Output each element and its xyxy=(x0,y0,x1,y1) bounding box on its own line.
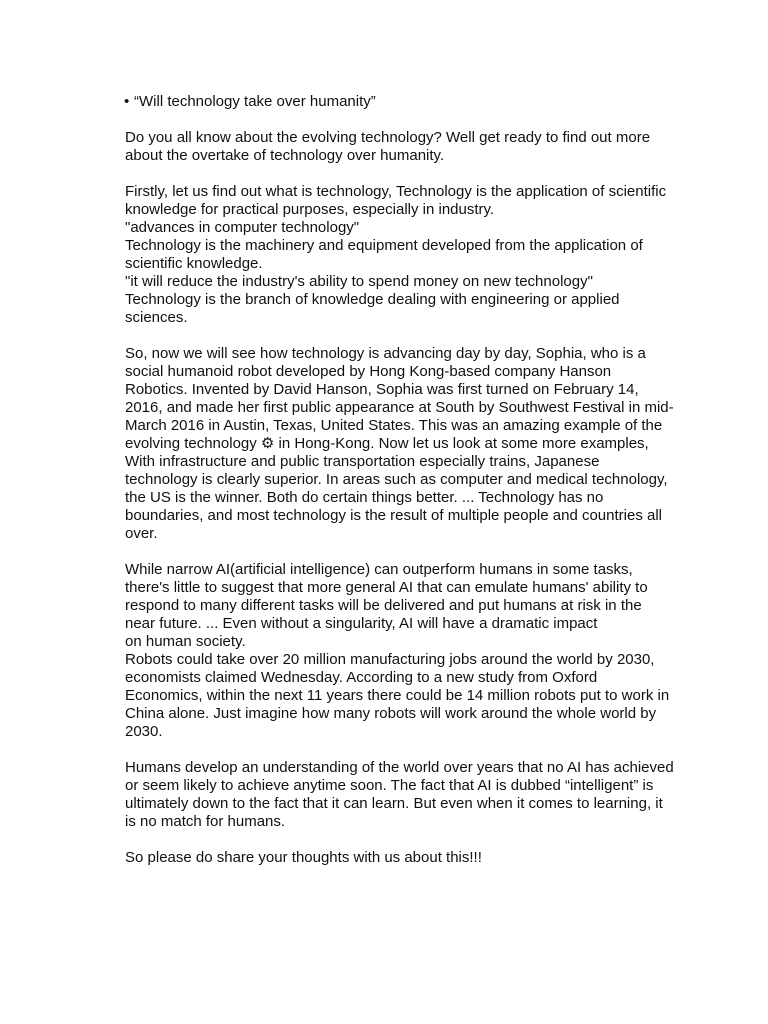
text-line: "advances in computer technology" xyxy=(125,219,360,236)
text-line: China alone. Just imagine how many robots will work around the whole world by xyxy=(125,705,657,722)
document-title xyxy=(125,93,685,111)
text-line: So please do share your thoughts with us about this!!! xyxy=(125,849,482,866)
text-line: there's little to suggest that more general AI that can emulate humans' ability to xyxy=(125,579,648,596)
text-line: Technology is the machinery and equipment developed from the application of xyxy=(125,237,643,254)
text-line: ultimately down to the fact that it can learn. But even when it comes to learning, it xyxy=(125,795,663,812)
text-line: Humans develop an understanding of the world over years that no AI has achieved xyxy=(125,759,674,776)
text-line: Do you all know about the evolving technology? Well get ready to find out more xyxy=(125,129,651,146)
paragraph xyxy=(125,183,685,327)
text-line: Robotics. Invented by David Hanson, Sophia was first turned on February 14, xyxy=(125,381,639,398)
text-line: knowledge for practical purposes, especially in industry. xyxy=(125,201,495,218)
text-line: evolving technology ⚙ in Hong-Kong. Now let us look at some more examples, xyxy=(125,435,649,452)
text-line: boundaries, and most technology is the result of multiple people and countries all xyxy=(125,507,662,524)
text-line: With infrastructure and public transportation especially trains, Japanese xyxy=(125,453,600,470)
text-line: While narrow AI(artificial intelligence) can outperform humans in some tasks, xyxy=(125,561,633,578)
text-line: technology is clearly superior. In areas such as computer and medical technology, xyxy=(125,471,668,488)
text-line: "it will reduce the industry's ability to spend money on new technology" xyxy=(125,273,593,290)
text-line: Firstly, let us find out what is technology, Technology is the application of scientific xyxy=(125,183,667,200)
document-page xyxy=(125,93,685,885)
text-line: So, now we will see how technology is advancing day by day, Sophia, who is a xyxy=(125,345,646,362)
text-line: scientific knowledge. xyxy=(125,255,263,272)
text-line: Economics, within the next 11 years there could be 14 million robots put to work in xyxy=(125,687,670,704)
text-line: about the overtake of technology over humanity. xyxy=(125,147,445,164)
paragraph xyxy=(125,849,685,867)
text-line: economists claimed Wednesday. According to a new study from Oxford xyxy=(125,669,598,686)
text-line: or seem likely to achieve anytime soon. The fact that AI is dubbed “intelligent” is xyxy=(125,777,654,794)
text-line: respond to many different tasks will be delivered and put humans at risk in the xyxy=(125,597,642,614)
title-text: “Will technology take over humanity” xyxy=(134,93,376,110)
text-line: over. xyxy=(125,525,158,542)
text-line: 2016, and made her first public appearance at South by Southwest Festival in mid- xyxy=(125,399,674,416)
text-line: near future. ... Even without a singularity, AI will have a dramatic impact xyxy=(125,615,598,632)
text-line: Robots could take over 20 million manufacturing jobs around the world by 2030, xyxy=(125,651,655,668)
paragraph xyxy=(125,129,685,165)
text-line: 2030. xyxy=(125,723,163,740)
text-line: on human society. xyxy=(125,633,246,650)
text-line: is no match for humans. xyxy=(125,813,286,830)
text-line: social humanoid robot developed by Hong Kong-based company Hanson xyxy=(125,363,612,380)
text-line: the US is the winner. Both do certain things better. ... Technology has no xyxy=(125,489,604,506)
bullet-icon: • xyxy=(124,93,130,110)
paragraph xyxy=(125,759,685,831)
document-body xyxy=(125,129,685,867)
text-line: Technology is the branch of knowledge dealing with engineering or applied xyxy=(125,291,620,308)
paragraph xyxy=(125,561,685,741)
paragraph xyxy=(125,345,685,543)
text-line: sciences. xyxy=(125,309,188,326)
text-line: March 2016 in Austin, Texas, United States. This was an amazing example of the xyxy=(125,417,663,434)
